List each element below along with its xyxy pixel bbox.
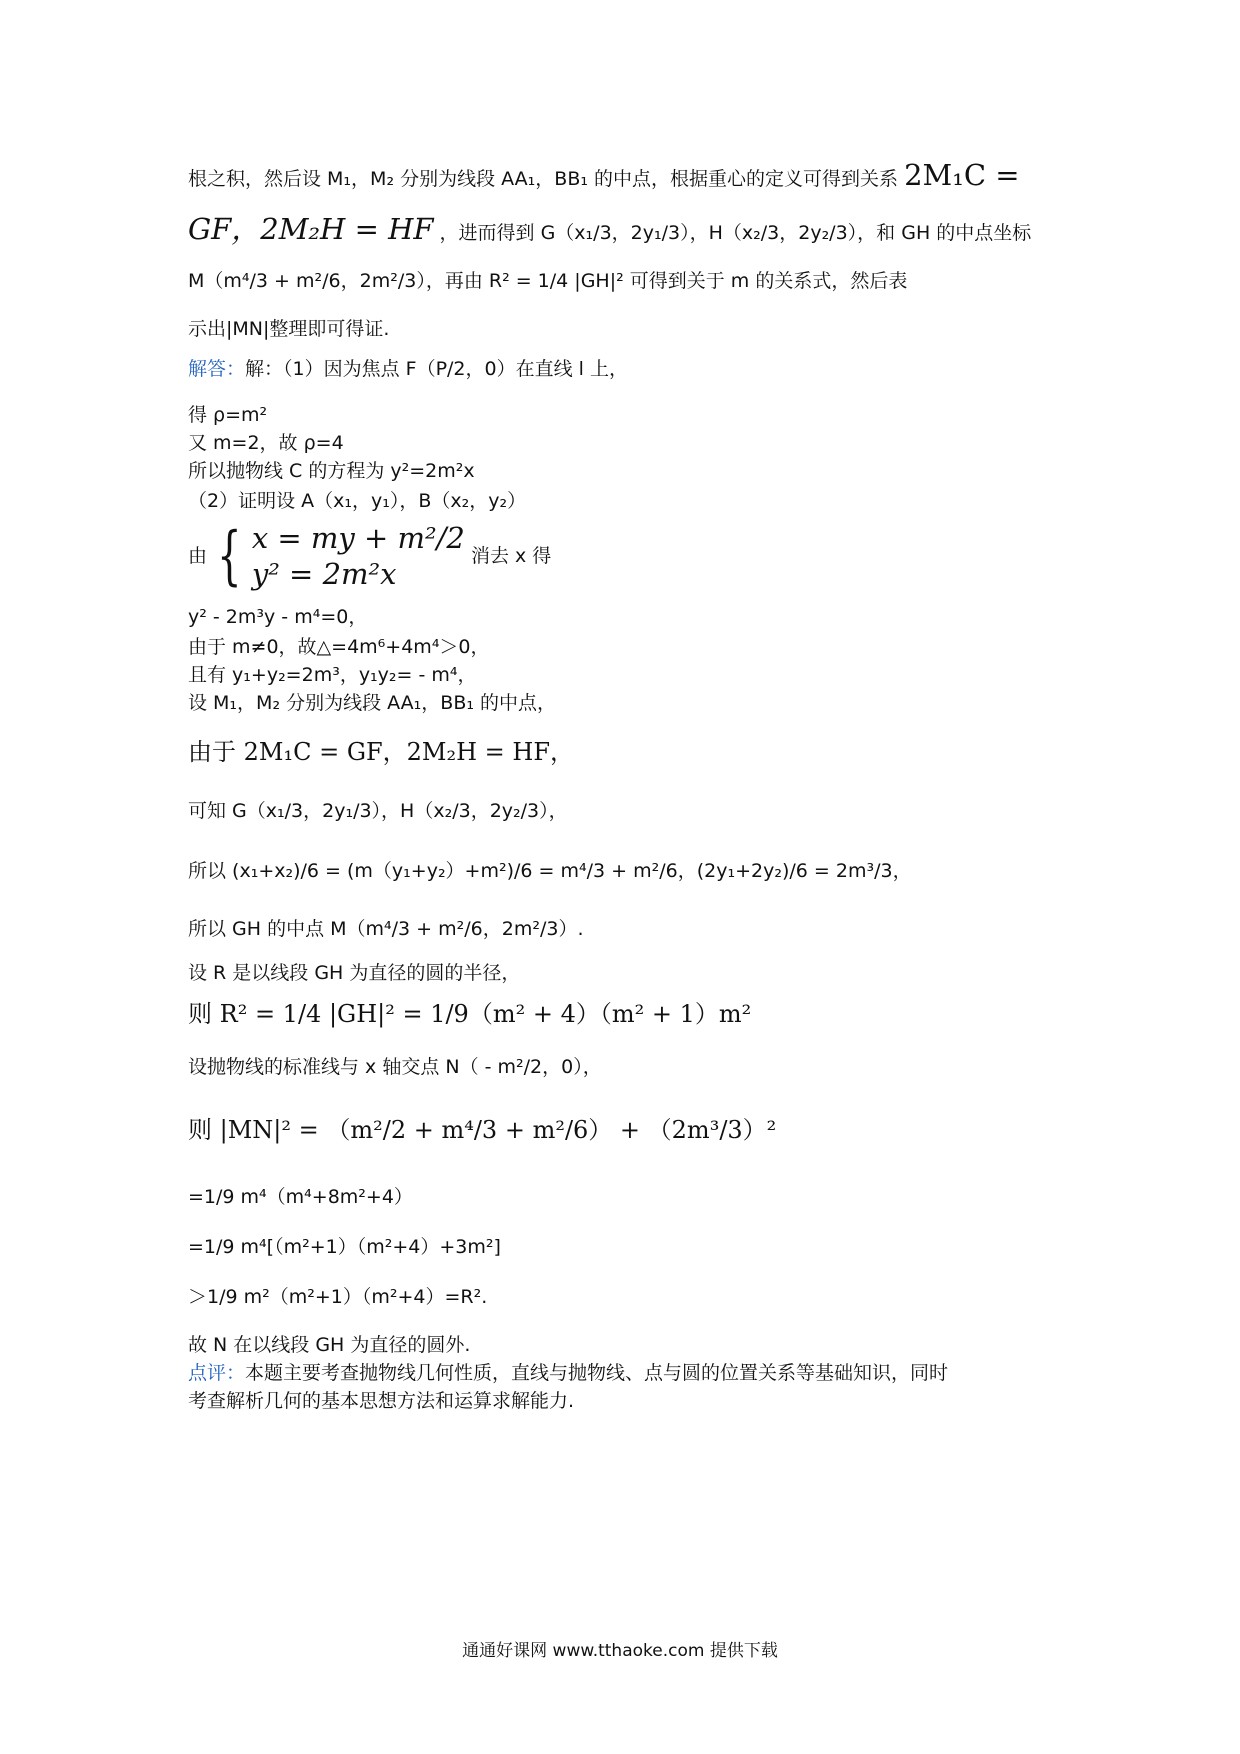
- system-prefix: 由: [188, 544, 208, 567]
- analysis-line-2-text: ，进而得到 G（x₁/3，2y₁/3），H（x₂/3，2y₂/3），和 GH 的中点坐标: [439, 222, 1032, 244]
- page-footer: 通通好课网 www.tthaoke.com 提供下载: [462, 1641, 778, 1661]
- vector-relation: 由于 2M₁C = GF，2M₂H = HF，: [188, 738, 574, 766]
- solution-line-10: [188, 738, 574, 767]
- solution-label: 解答：: [188, 358, 246, 380]
- analysis-line-4-text: 示出|MN|整理即可得证.: [188, 318, 390, 340]
- solution-line-19: =1/9 m⁴[（m²+1）（m²+4）+3m²]: [188, 1236, 501, 1258]
- analysis-line-2: [188, 212, 1031, 247]
- radius-equation: 则 R² = 1/4 |GH|² = 1/9（m² + 4）（m² + 1）m²: [188, 1000, 752, 1028]
- left-brace-icon: {: [217, 519, 242, 594]
- equation-system: [188, 520, 551, 593]
- solution-line-13: 所以 GH 的中点 M（m⁴/3 + m²/6，2m²/3）.: [188, 918, 584, 940]
- system-equation-2: y² = 2m²x: [251, 557, 397, 592]
- solution-line-6: y² - 2m³y - m⁴=0，: [188, 606, 368, 628]
- comment-line-1: [188, 1362, 948, 1385]
- analysis-line-1-text: 根之积，然后设 M₁，M₂ 分别为线段 AA₁，BB₁ 的中点，根据重心的定义可得到关系: [188, 168, 899, 190]
- solution-line-11: 可知 G（x₁/3，2y₁/3），H（x₂/3，2y₂/3），: [188, 800, 568, 822]
- analysis-line-1-math: 2M₁C =: [904, 158, 1020, 192]
- comment-line-1-text: 本题主要考查抛物线几何性质，直线与抛物线、点与圆的位置关系等基础知识，同时: [245, 1362, 949, 1384]
- solution-line-1: [188, 358, 628, 381]
- analysis-line-2-math: GF，2M₂H = HF: [188, 212, 434, 246]
- solution-line-15: [188, 1000, 751, 1029]
- solution-line-9: 设 M₁，M₂ 分别为线段 AA₁，BB₁ 的中点，: [188, 692, 557, 714]
- system-equations: [252, 520, 465, 593]
- solution-line-1-text: 解：（1）因为焦点 F（P/2，0）在直线 l 上，: [245, 358, 628, 380]
- solution-line-8: 且有 y₁+y₂=2m³，y₁y₂= - m⁴，: [188, 664, 477, 686]
- solution-line-5: （2）证明设 A（x₁，y₁），B（x₂，y₂）: [188, 490, 527, 512]
- analysis-line-1: [188, 158, 1020, 193]
- solution-line-18: =1/9 m⁴（m⁴+8m²+4）: [188, 1186, 413, 1208]
- system-suffix: 消去 x 得: [470, 544, 552, 567]
- solution-line-20: ＞1/9 m²（m²+1）（m²+4）=R².: [188, 1286, 488, 1308]
- solution-line-7: 由于 m≠0，故△=4m⁶+4m⁴＞0，: [188, 636, 490, 658]
- solution-line-17: [188, 1116, 776, 1145]
- analysis-line-3-text: M（m⁴/3 + m²/6，2m²/3），再由 R² = 1/4 |GH|² 可得到关于 m 的关系式，然后表: [188, 270, 908, 292]
- analysis-line-4: [188, 318, 389, 341]
- solution-line-14: 设 R 是以线段 GH 为直径的圆的半径，: [188, 962, 521, 984]
- comment-label: 点评：: [188, 1362, 246, 1384]
- solution-line-16: 设抛物线的标准线与 x 轴交点 N（ - m²/2，0），: [188, 1056, 602, 1078]
- solution-line-4: 所以抛物线 C 的方程为 y²=2m²x: [188, 460, 475, 482]
- mn-equation: 则 |MN|² = （m²/2 + m⁴/3 + m²/6） + （2m³/3）²: [188, 1116, 777, 1144]
- solution-line-3: 又 m=2，故 ρ=4: [188, 432, 344, 454]
- system-equation-1: x = my + m²/2: [251, 521, 465, 555]
- solution-line-21: 故 N 在以线段 GH 为直径的圆外.: [188, 1334, 471, 1356]
- solution-line-12: 所以 (x₁+x₂)/6 = (m（y₁+y₂）+m²)/6 = m⁴/3 + m²/6，(2y₁+2y₂)/6 = 2m³/3，: [188, 860, 912, 882]
- comment-line-2: 考查解析几何的基本思想方法和运算求解能力.: [188, 1390, 575, 1412]
- solution-line-2: 得 ρ=m²: [188, 404, 268, 426]
- analysis-line-3: [188, 270, 907, 293]
